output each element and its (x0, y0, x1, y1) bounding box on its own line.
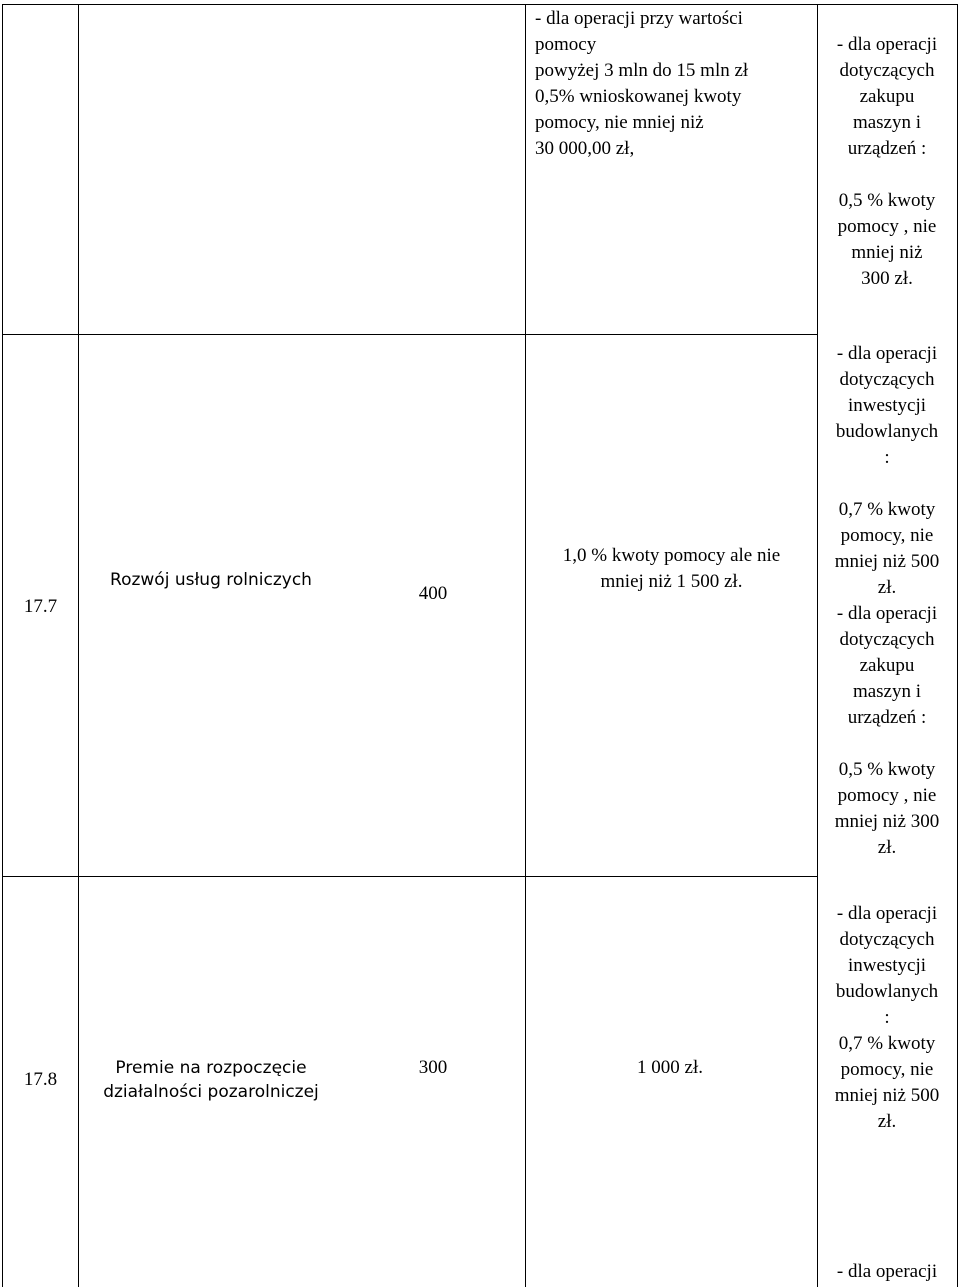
text-line: 0,5% wnioskowanej kwoty (535, 86, 742, 107)
text-line: zł. (877, 1111, 897, 1132)
text-line: pomocy , nie (837, 785, 937, 806)
text-line: - dla operacji (836, 603, 938, 624)
text-line: 30 000,00 zł, (535, 138, 635, 159)
text-line: 0,7 % kwoty (838, 1033, 936, 1054)
text-line: - dla operacji (836, 343, 938, 364)
row-17-7-name: Rozwój usług rolniczych (110, 570, 312, 590)
top-row-detail-cell (818, 32, 956, 292)
row-17-8-detail-continuation: - dla operacji (836, 1261, 938, 1282)
text-line: - dla operacji (836, 903, 938, 924)
text-line: budowlanych (835, 421, 939, 442)
text-line: maszyn i (852, 681, 922, 702)
text-line: zakupu (859, 655, 915, 676)
row-17-7-fee (526, 543, 817, 595)
row-17-8-number: 17.8 (23, 1069, 58, 1090)
spacer (818, 471, 956, 497)
text-line: pomocy, nie mniej niż (535, 112, 704, 133)
text-line: mniej niż 1 500 zł. (600, 571, 743, 592)
text-line: Premie na rozpoczęcie (115, 1058, 307, 1078)
text-line: powyżej 3 mln do 15 mln zł (535, 60, 749, 81)
spacer (818, 731, 956, 757)
text-line: dotyczących (839, 369, 935, 390)
text-line: zł. (877, 577, 897, 598)
text-line: 300 zł. (861, 268, 913, 289)
text-line: : (884, 1007, 890, 1028)
text-line: pomocy, nie (840, 1059, 934, 1080)
text-line: urządzeń : (847, 707, 927, 728)
text-line: działalności pozarolniczej (103, 1082, 319, 1102)
table-border-left (2, 4, 3, 1287)
text-line: inwestycji (847, 955, 927, 976)
text-line: zł. (877, 837, 897, 858)
text-line: 0,7 % kwoty (838, 499, 936, 520)
text-line: zakupu (859, 86, 915, 107)
text-line: pomocy, nie (840, 525, 934, 546)
text-line: 0,5 % kwoty (838, 759, 936, 780)
table-border-right (957, 4, 958, 1287)
table-border-top (2, 4, 958, 5)
row-17-8-limit: 300 (418, 1057, 448, 1078)
text-line: dotyczących (839, 629, 935, 650)
text-line: 1,0 % kwoty pomocy ale nie (562, 545, 781, 566)
row-17-8-detail-cell (818, 901, 956, 1135)
row-17-8-name (79, 1056, 343, 1104)
text-line: maszyn i (852, 112, 922, 133)
text-line: mniej niż (851, 242, 923, 263)
text-line: - dla operacji przy wartości (535, 8, 743, 29)
text-line: - dla operacji (836, 34, 938, 55)
row-divider-2 (2, 876, 817, 877)
row-divider-1 (2, 334, 817, 335)
text-line: mniej niż 500 (834, 551, 940, 572)
text-line: pomocy (535, 34, 597, 55)
row-17-7-number: 17.7 (23, 596, 58, 617)
text-line: mniej niż 500 (834, 1085, 940, 1106)
spacer (818, 162, 956, 188)
text-line: dotyczących (839, 60, 935, 81)
row-17-7-limit: 400 (418, 583, 448, 604)
text-line: mniej niż 300 (834, 811, 940, 832)
text-line: budowlanych (835, 981, 939, 1002)
text-line: : (884, 447, 890, 468)
text-line: 0,5 % kwoty (838, 190, 936, 211)
row-17-8-fee: 1 000 zł. (637, 1057, 703, 1078)
text-line: urządzeń : (847, 138, 927, 159)
column-divider-2 (525, 4, 526, 1287)
text-line: pomocy , nie (837, 216, 937, 237)
text-line: inwestycji (847, 395, 927, 416)
top-row-fee-cell (535, 6, 813, 162)
text-line: dotyczących (839, 929, 935, 950)
row-17-7-detail-cell (818, 341, 956, 861)
